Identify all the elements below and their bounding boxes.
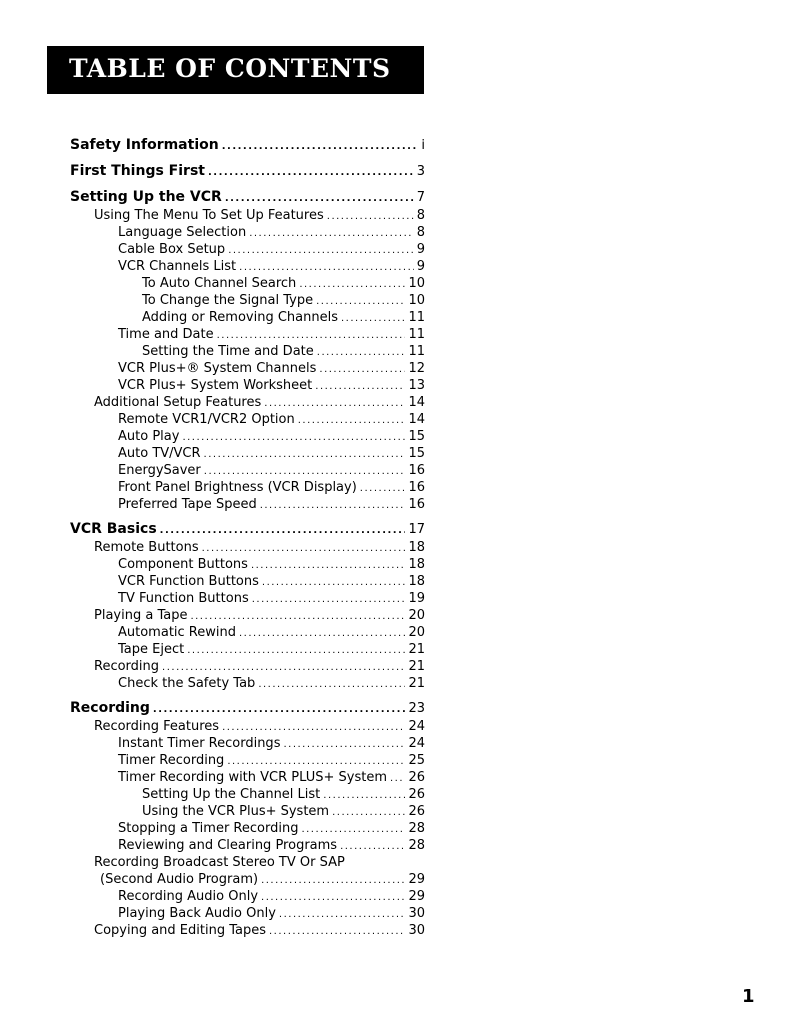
toc-dot-leader (261, 872, 405, 889)
toc-entry-page: 16 (408, 463, 425, 478)
toc-entry (70, 675, 425, 692)
toc-entry (70, 360, 425, 377)
toc-entry-page: 30 (408, 923, 425, 938)
toc-dot-leader (340, 838, 405, 855)
toc-entry (70, 539, 425, 556)
toc-entry (70, 735, 425, 752)
toc-entry-page: 14 (408, 395, 425, 410)
toc-dot-leader (327, 208, 414, 225)
toc-entry-page: 15 (408, 446, 425, 461)
toc-section (70, 136, 425, 155)
toc-dot-leader (239, 259, 414, 276)
toc-section (70, 520, 425, 539)
toc-entry-title: Stopping a Timer Recording (118, 821, 299, 836)
toc-entry-title: Setting the Time and Date (142, 344, 314, 359)
toc-entry-page: 15 (408, 429, 425, 444)
toc-entry-page: 14 (408, 412, 425, 427)
toc-entry-title: Using the VCR Plus+ System (142, 804, 330, 819)
toc-entry (70, 445, 425, 462)
toc-entry-title: VCR Basics (70, 521, 157, 537)
toc-entry-title: Playing Back Audio Only (118, 906, 276, 921)
toc-dot-leader (283, 736, 405, 753)
toc-entry (70, 803, 425, 820)
toc-entry-page: 9 (416, 259, 425, 274)
toc-entry-title: Recording (94, 659, 160, 674)
toc-entry (70, 820, 425, 837)
toc-entry (70, 922, 425, 939)
toc-entry-title: Recording (70, 700, 150, 716)
toc-entry (70, 769, 425, 786)
toc-entry-page: 13 (408, 378, 425, 393)
toc-dot-leader (341, 310, 405, 327)
toc-dot-leader (187, 642, 405, 659)
toc-entry-page: 23 (408, 701, 425, 716)
toc-dot-leader (202, 540, 406, 557)
toc-entry (70, 556, 425, 573)
toc-entry-title: Safety Information (70, 137, 219, 153)
toc-dot-leader (225, 189, 414, 208)
toc-dot-leader (301, 821, 405, 838)
toc-entry-title: Timer Recording (118, 753, 225, 768)
toc-entry (70, 854, 425, 871)
toc-entry-page: 11 (408, 310, 425, 325)
toc-header-bar (47, 46, 424, 94)
toc-entry (70, 590, 425, 607)
toc-entry-page: 21 (408, 676, 425, 691)
toc-entry-title: Reviewing and Clearing Programs (118, 838, 338, 853)
toc-dot-leader (227, 753, 405, 770)
toc-entry-title: To Change the Signal Type (142, 293, 314, 308)
toc-dot-leader (182, 429, 405, 446)
page-title: TABLE OF CONTENTS (69, 54, 391, 83)
toc-entry-title: Using The Menu To Set Up Features (94, 208, 324, 223)
table-of-contents (70, 136, 425, 939)
toc-entry-title: Instant Timer Recordings (118, 736, 281, 751)
toc-dot-leader (269, 923, 405, 940)
toc-section (70, 162, 425, 181)
toc-entry (70, 837, 425, 854)
toc-entry-page: 8 (416, 225, 425, 240)
toc-dot-leader (390, 770, 405, 787)
toc-dot-leader (279, 906, 406, 923)
toc-entry (70, 343, 425, 360)
toc-entry (70, 309, 425, 326)
toc-entry-page: 17 (408, 522, 425, 537)
toc-entry (70, 718, 425, 735)
toc-entry (70, 241, 425, 258)
toc-entry (70, 428, 425, 445)
toc-dot-leader (160, 521, 406, 540)
toc-entry-page: 20 (408, 608, 425, 623)
toc-dot-leader (204, 446, 406, 463)
toc-entry-page: 30 (408, 906, 425, 921)
toc-section (70, 188, 425, 207)
toc-entry (70, 292, 425, 309)
toc-entry (70, 888, 425, 905)
toc-entry-title: First Things First (70, 163, 205, 179)
toc-dot-leader (204, 463, 406, 480)
toc-section (70, 699, 425, 718)
toc-entry-page: 8 (416, 208, 425, 223)
toc-entry-page: 29 (408, 889, 425, 904)
toc-entry (70, 658, 425, 675)
toc-entry-page: 10 (408, 276, 425, 291)
toc-entry (70, 905, 425, 922)
toc-entry (70, 786, 425, 803)
toc-entry-title: Recording Features (94, 719, 220, 734)
toc-entry-title: Language Selection (118, 225, 247, 240)
toc-dot-leader (323, 787, 405, 804)
toc-entry-page: 21 (408, 659, 425, 674)
toc-entry-title: Tape Eject (118, 642, 185, 657)
toc-entry-page: 7 (416, 190, 425, 205)
toc-entry-page: 26 (408, 770, 425, 785)
toc-entry-title: Auto Play (118, 429, 180, 444)
toc-entry-page: 26 (408, 787, 425, 802)
toc-entry-page: 21 (408, 642, 425, 657)
toc-entry-page: 16 (408, 480, 425, 495)
toc-entry-page: 18 (408, 557, 425, 572)
toc-entry-page: 28 (408, 821, 425, 836)
toc-entry-title: Copying and Editing Tapes (94, 923, 266, 938)
toc-dot-leader (264, 395, 405, 412)
toc-entry-page: 25 (408, 753, 425, 768)
toc-entry-page: 12 (408, 361, 425, 376)
toc-entry-page: 28 (408, 838, 425, 853)
toc-entry-page: 9 (416, 242, 425, 257)
toc-entry (70, 411, 425, 428)
toc-entry-title: Adding or Removing Channels (142, 310, 338, 325)
toc-dot-leader (315, 378, 405, 395)
toc-dot-leader (261, 889, 405, 906)
toc-dot-leader (252, 591, 406, 608)
toc-entry (70, 394, 425, 411)
toc-entry-page: 24 (408, 719, 425, 734)
toc-entry (70, 752, 425, 769)
toc-entry (70, 207, 425, 224)
toc-dot-leader (228, 242, 414, 259)
toc-entry-page: 11 (408, 344, 425, 359)
toc-entry-title: VCR Channels List (118, 259, 237, 274)
toc-entry-title: Recording Broadcast Stereo TV Or SAP (94, 855, 345, 870)
toc-entry-title: Check the Safety Tab (118, 676, 256, 691)
toc-entry-page: 26 (408, 804, 425, 819)
toc-entry-page: 24 (408, 736, 425, 751)
toc-dot-leader (317, 344, 406, 361)
toc-entry (70, 462, 425, 479)
toc-dot-leader (360, 480, 406, 497)
toc-dot-leader (190, 608, 405, 625)
toc-entry-page: 11 (408, 327, 425, 342)
toc-entry-page: 18 (408, 574, 425, 589)
toc-dot-leader (208, 163, 414, 182)
toc-dot-leader (217, 327, 406, 344)
toc-entry-title: Cable Box Setup (118, 242, 226, 257)
toc-entry (70, 326, 425, 343)
toc-entry-page: 18 (408, 540, 425, 555)
toc-entry-page: 16 (408, 497, 425, 512)
toc-entry (70, 275, 425, 292)
toc-entry-title: Front Panel Brightness (VCR Display) (118, 480, 357, 495)
toc-dot-leader (262, 574, 406, 591)
toc-entry-title: VCR Plus+ System Worksheet (118, 378, 313, 393)
toc-dot-leader (162, 659, 405, 676)
toc-dot-leader (249, 225, 414, 242)
toc-entry-title: Preferred Tape Speed (118, 497, 257, 512)
toc-entry (70, 377, 425, 394)
toc-entry (70, 641, 425, 658)
toc-entry-page: 29 (408, 872, 425, 887)
toc-entry-title: Automatic Rewind (118, 625, 236, 640)
toc-entry-page: 19 (408, 591, 425, 606)
page-number: 1 (742, 986, 755, 1007)
toc-dot-leader (298, 412, 406, 429)
toc-entry-title: Remote VCR1/VCR2 Option (118, 412, 295, 427)
toc-dot-leader (316, 293, 405, 310)
toc-dot-leader (299, 276, 405, 293)
toc-entry (70, 496, 425, 513)
toc-dot-leader (251, 557, 406, 574)
toc-entry-title: (Second Audio Program) (100, 872, 259, 887)
toc-entry-title: Remote Buttons (94, 540, 199, 555)
toc-entry-title: Auto TV/VCR (118, 446, 201, 461)
toc-dot-leader (153, 700, 406, 719)
toc-entry-page: 3 (416, 164, 425, 179)
toc-dot-leader (319, 361, 405, 378)
toc-entry (70, 258, 425, 275)
toc-entry-title: Additional Setup Features (94, 395, 262, 410)
toc-entry-title: Time and Date (118, 327, 214, 342)
toc-entry-page: 20 (408, 625, 425, 640)
toc-entry-title: Setting Up the Channel List (142, 787, 321, 802)
toc-dot-leader (239, 625, 405, 642)
toc-dot-leader (222, 719, 405, 736)
toc-entry-title: VCR Function Buttons (118, 574, 259, 589)
toc-entry-title: To Auto Channel Search (142, 276, 297, 291)
toc-dot-leader (260, 497, 406, 514)
toc-entry-title: Component Buttons (118, 557, 248, 572)
toc-entry (70, 871, 425, 888)
toc-entry (70, 479, 425, 496)
toc-entry-title: TV Function Buttons (118, 591, 249, 606)
toc-entry (70, 224, 425, 241)
toc-entry-title: Timer Recording with VCR PLUS+ System (118, 770, 387, 785)
toc-entry (70, 624, 425, 641)
toc-entry-title: Setting Up the VCR (70, 189, 222, 205)
toc-entry-title: Playing a Tape (94, 608, 188, 623)
toc-entry (70, 607, 425, 624)
toc-entry-title: EnergySaver (118, 463, 201, 478)
toc-entry (70, 573, 425, 590)
toc-entry-title: Recording Audio Only (118, 889, 259, 904)
toc-entry-page: i (421, 138, 425, 153)
toc-dot-leader (222, 137, 419, 156)
toc-dot-leader (332, 804, 405, 821)
toc-dot-leader (258, 676, 405, 693)
toc-entry-page: 10 (408, 293, 425, 308)
toc-entry-title: VCR Plus+® System Channels (118, 361, 317, 376)
